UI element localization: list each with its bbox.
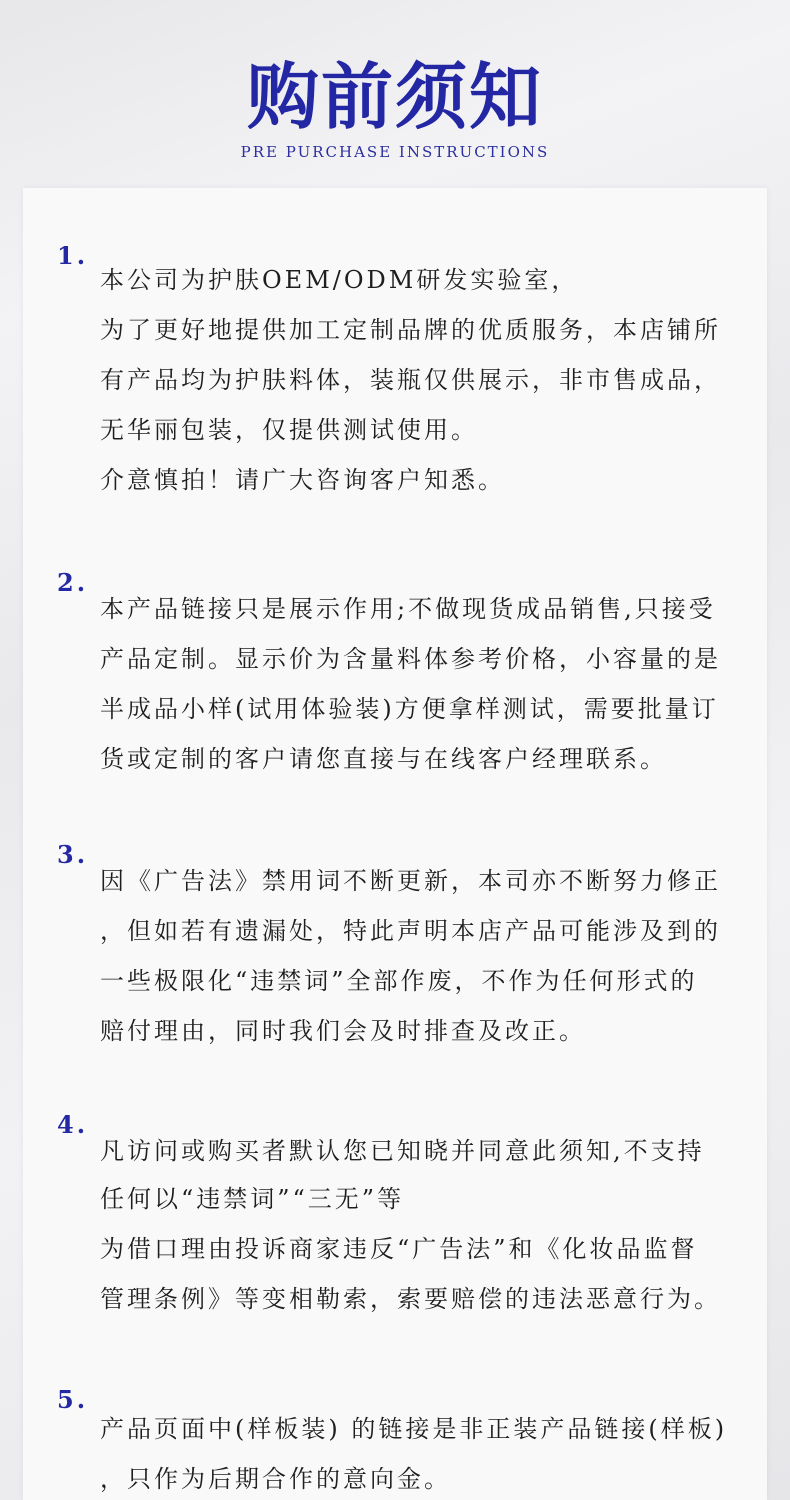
section-1-line: 为了更好地提供加工定制品牌的优质服务，本店铺所 — [100, 316, 721, 344]
section-5-line: ，只作为后期合作的意向金。 — [100, 1465, 451, 1493]
section-4-line: 管理条例》等变相勒索，索要赔偿的违法恶意行为。 — [100, 1285, 721, 1313]
section-5-line: 产品页面中(样板装) 的链接是非正装产品链接(样板) — [100, 1415, 728, 1443]
section-2-line: 产品定制。显示价为含量料体参考价格，小容量的是 — [100, 645, 721, 673]
section-3-line: ，但如若有遗漏处，特此声明本店产品可能涉及到的 — [100, 917, 721, 945]
section-2-line: 本产品链接只是展示作用;不做现货成品销售,只接受 — [100, 595, 716, 623]
page-subtitle: PRE PURCHASE INSTRUCTIONS — [240, 143, 550, 161]
section-1-line: 有产品均为护肤料体，装瓶仅供展示，非市售成品， — [100, 366, 721, 394]
section-4-line: 凡访问或购买者默认您已知晓并同意此须知,不支持 — [100, 1137, 705, 1165]
section-3-line: 一些极限化“违禁词”全部作废，不作为任何形式的 — [100, 967, 698, 995]
page-title: 购前须知 — [246, 54, 543, 139]
section-1-line: 介意慎拍！请广大咨询客户知悉。 — [100, 466, 505, 494]
section-number-4: 4. — [57, 1110, 89, 1139]
section-1-line: 本公司为护肤OEM/ODM研发实验室， — [100, 266, 579, 294]
section-2-line: 货或定制的客户请您直接与在线客户经理联系。 — [100, 745, 667, 773]
section-number-5: 5. — [57, 1385, 89, 1414]
section-number-3: 3. — [57, 840, 89, 869]
section-3-line: 因《广告法》禁用词不断更新，本司亦不断努力修正 — [100, 867, 721, 895]
section-3-line: 赔付理由，同时我们会及时排查及改正。 — [100, 1017, 586, 1045]
section-4-line: 为借口理由投诉商家违反“广告法”和《化妆品监督 — [100, 1235, 698, 1263]
section-number-2: 2. — [57, 568, 89, 597]
section-4-line: 任何以“违禁词”“三无”等 — [100, 1185, 405, 1213]
section-2-line: 半成品小样(试用体验装)方便拿样测试，需要批量订 — [100, 695, 719, 723]
section-number-1: 1. — [57, 241, 89, 270]
section-1-line: 无华丽包装，仅提供测试使用。 — [100, 416, 478, 444]
